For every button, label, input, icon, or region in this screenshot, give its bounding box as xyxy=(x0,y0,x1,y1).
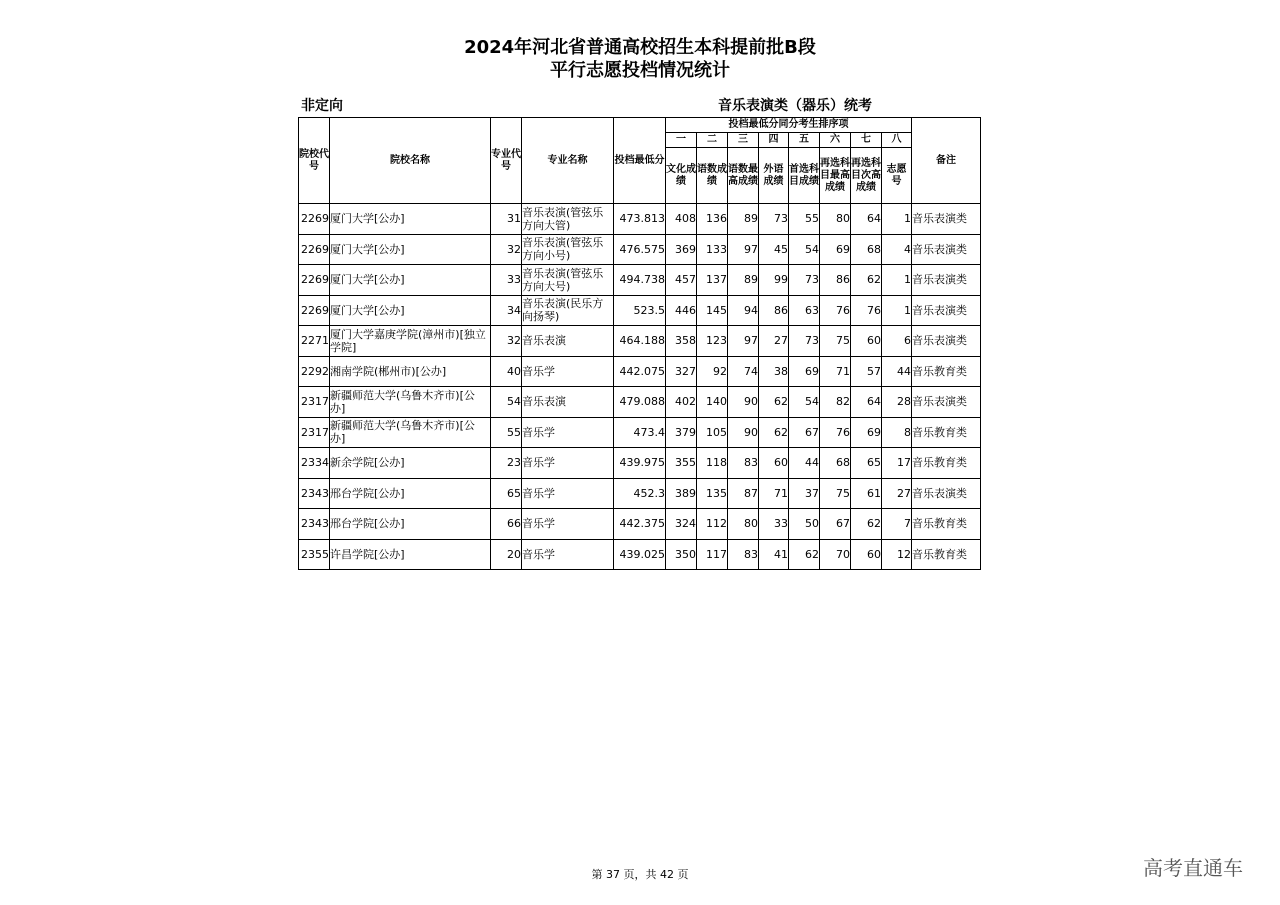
cell-major-name: 音乐表演(民乐方向扬琴) xyxy=(522,295,614,326)
table-row xyxy=(299,234,981,265)
cell-school-code: 2269 xyxy=(299,295,330,326)
table-row xyxy=(299,295,981,326)
cell-foreign-language-score: 60 xyxy=(759,448,789,479)
header-rank: 七 xyxy=(851,133,882,148)
cell-second-subject-second: 57 xyxy=(851,356,882,387)
cell-min-score: 473.813 xyxy=(614,204,666,235)
document-subtitle: 平行志愿投档情况统计 xyxy=(550,60,730,81)
cell-second-subject-second: 64 xyxy=(851,387,882,418)
cell-foreign-language-score: 27 xyxy=(759,326,789,357)
cell-major-code: 33 xyxy=(491,265,522,296)
cell-culture-score: 379 xyxy=(666,417,697,448)
header-tie-item: 语数成绩 xyxy=(697,148,728,204)
cell-culture-score: 389 xyxy=(666,478,697,509)
cell-foreign-language-score: 33 xyxy=(759,509,789,540)
cell-major-name: 音乐学 xyxy=(522,509,614,540)
header-tie-item: 文化成绩 xyxy=(666,148,697,204)
cell-preference-number: 27 xyxy=(882,478,912,509)
cell-major-code: 55 xyxy=(491,417,522,448)
cell-second-subject-max: 75 xyxy=(820,326,851,357)
cell-school-code: 2334 xyxy=(299,448,330,479)
cell-second-subject-second: 65 xyxy=(851,448,882,479)
cell-major-name: 音乐学 xyxy=(522,448,614,479)
cell-school-code: 2292 xyxy=(299,356,330,387)
cell-culture-score: 402 xyxy=(666,387,697,418)
cell-preference-number: 12 xyxy=(882,539,912,570)
cell-chinese-math-max: 97 xyxy=(728,234,759,265)
cell-chinese-math-score: 136 xyxy=(697,204,728,235)
cell-foreign-language-score: 86 xyxy=(759,295,789,326)
cell-major-code: 32 xyxy=(491,326,522,357)
cell-culture-score: 350 xyxy=(666,539,697,570)
cell-remark: 音乐教育类 xyxy=(912,509,981,540)
cell-chinese-math-max: 94 xyxy=(728,295,759,326)
cell-school-name: 新疆师范大学(乌鲁木齐市)[公办] xyxy=(330,387,491,418)
cell-chinese-math-max: 87 xyxy=(728,478,759,509)
header-tie-item: 语数最高成绩 xyxy=(728,148,759,204)
cell-foreign-language-score: 73 xyxy=(759,204,789,235)
cell-min-score: 473.4 xyxy=(614,417,666,448)
cell-chinese-math-score: 137 xyxy=(697,265,728,296)
cell-major-code: 34 xyxy=(491,295,522,326)
cell-min-score: 452.3 xyxy=(614,478,666,509)
cell-major-name: 音乐学 xyxy=(522,478,614,509)
header-rank: 二 xyxy=(697,133,728,148)
cell-culture-score: 408 xyxy=(666,204,697,235)
cell-chinese-math-max: 97 xyxy=(728,326,759,357)
cell-school-code: 2269 xyxy=(299,265,330,296)
cell-remark: 音乐表演类 xyxy=(912,234,981,265)
cell-second-subject-second: 62 xyxy=(851,509,882,540)
cell-preference-number: 6 xyxy=(882,326,912,357)
admission-table xyxy=(298,117,981,570)
header-major-name: 专业名称 xyxy=(522,118,614,204)
cell-second-subject-second: 60 xyxy=(851,539,882,570)
cell-major-name: 音乐学 xyxy=(522,539,614,570)
cell-major-code: 31 xyxy=(491,204,522,235)
table-row xyxy=(299,356,981,387)
header-rank: 四 xyxy=(759,133,789,148)
cell-first-subject-score: 62 xyxy=(789,539,820,570)
cell-first-subject-score: 50 xyxy=(789,509,820,540)
cell-culture-score: 355 xyxy=(666,448,697,479)
header-rank: 六 xyxy=(820,133,851,148)
cell-preference-number: 1 xyxy=(882,204,912,235)
cell-school-name: 新余学院[公办] xyxy=(330,448,491,479)
table-row xyxy=(299,448,981,479)
cell-first-subject-score: 54 xyxy=(789,234,820,265)
cell-preference-number: 8 xyxy=(882,417,912,448)
cell-min-score: 439.975 xyxy=(614,448,666,479)
cell-school-name: 邢台学院[公办] xyxy=(330,478,491,509)
cell-second-subject-max: 80 xyxy=(820,204,851,235)
cell-chinese-math-score: 117 xyxy=(697,539,728,570)
cell-culture-score: 358 xyxy=(666,326,697,357)
cell-second-subject-max: 69 xyxy=(820,234,851,265)
category-label: 非定向 xyxy=(301,98,343,114)
table-row xyxy=(299,539,981,570)
cell-remark: 音乐教育类 xyxy=(912,356,981,387)
cell-culture-score: 457 xyxy=(666,265,697,296)
cell-school-name: 新疆师范大学(乌鲁木齐市)[公办] xyxy=(330,417,491,448)
cell-preference-number: 1 xyxy=(882,265,912,296)
cell-second-subject-max: 67 xyxy=(820,509,851,540)
cell-school-name: 许昌学院[公办] xyxy=(330,539,491,570)
cell-second-subject-second: 60 xyxy=(851,326,882,357)
cell-school-name: 厦门大学[公办] xyxy=(330,295,491,326)
cell-remark: 音乐表演类 xyxy=(912,204,981,235)
cell-school-code: 2317 xyxy=(299,417,330,448)
cell-school-name: 邢台学院[公办] xyxy=(330,509,491,540)
cell-major-code: 54 xyxy=(491,387,522,418)
cell-second-subject-second: 62 xyxy=(851,265,882,296)
cell-foreign-language-score: 45 xyxy=(759,234,789,265)
cell-foreign-language-score: 38 xyxy=(759,356,789,387)
cell-chinese-math-max: 74 xyxy=(728,356,759,387)
header-school-name: 院校名称 xyxy=(330,118,491,204)
page-footer: 第 37 页，共 42 页 xyxy=(591,868,689,881)
cell-second-subject-max: 68 xyxy=(820,448,851,479)
cell-min-score: 476.575 xyxy=(614,234,666,265)
header-rank: 五 xyxy=(789,133,820,148)
cell-school-name: 厦门大学嘉庚学院(漳州市)[独立学院] xyxy=(330,326,491,357)
cell-second-subject-max: 82 xyxy=(820,387,851,418)
cell-major-name: 音乐学 xyxy=(522,356,614,387)
cell-chinese-math-score: 112 xyxy=(697,509,728,540)
cell-chinese-math-max: 90 xyxy=(728,387,759,418)
cell-chinese-math-score: 135 xyxy=(697,478,728,509)
cell-min-score: 494.738 xyxy=(614,265,666,296)
cell-remark: 音乐教育类 xyxy=(912,448,981,479)
cell-preference-number: 1 xyxy=(882,295,912,326)
cell-second-subject-max: 70 xyxy=(820,539,851,570)
cell-second-subject-second: 69 xyxy=(851,417,882,448)
table-row xyxy=(299,204,981,235)
cell-remark: 音乐表演类 xyxy=(912,478,981,509)
cell-second-subject-second: 76 xyxy=(851,295,882,326)
cell-major-code: 32 xyxy=(491,234,522,265)
cell-school-code: 2355 xyxy=(299,539,330,570)
header-remark: 备注 xyxy=(912,118,981,204)
cell-chinese-math-score: 118 xyxy=(697,448,728,479)
cell-min-score: 479.088 xyxy=(614,387,666,418)
cell-culture-score: 324 xyxy=(666,509,697,540)
cell-remark: 音乐表演类 xyxy=(912,387,981,418)
cell-culture-score: 369 xyxy=(666,234,697,265)
table-row xyxy=(299,509,981,540)
cell-school-name: 湘南学院(郴州市)[公办] xyxy=(330,356,491,387)
cell-second-subject-max: 76 xyxy=(820,417,851,448)
cell-remark: 音乐表演类 xyxy=(912,326,981,357)
cell-preference-number: 44 xyxy=(882,356,912,387)
cell-school-name: 厦门大学[公办] xyxy=(330,265,491,296)
header-tie-item: 再选科目最高成绩 xyxy=(820,148,851,204)
cell-school-code: 2317 xyxy=(299,387,330,418)
cell-second-subject-max: 75 xyxy=(820,478,851,509)
cell-first-subject-score: 63 xyxy=(789,295,820,326)
cell-major-code: 65 xyxy=(491,478,522,509)
cell-culture-score: 446 xyxy=(666,295,697,326)
watermark-text: 高考直通车 xyxy=(1143,856,1243,880)
cell-chinese-math-score: 105 xyxy=(697,417,728,448)
cell-major-name: 音乐表演(管弦乐方向大管) xyxy=(522,204,614,235)
cell-school-code: 2271 xyxy=(299,326,330,357)
cell-chinese-math-max: 80 xyxy=(728,509,759,540)
header-min-score: 投档最低分 xyxy=(614,118,666,204)
header-tie-item: 再选科目次高成绩 xyxy=(851,148,882,204)
cell-foreign-language-score: 71 xyxy=(759,478,789,509)
cell-major-code: 40 xyxy=(491,356,522,387)
header-rank: 一 xyxy=(666,133,697,148)
cell-second-subject-max: 76 xyxy=(820,295,851,326)
cell-first-subject-score: 55 xyxy=(789,204,820,235)
cell-chinese-math-score: 92 xyxy=(697,356,728,387)
cell-first-subject-score: 73 xyxy=(789,326,820,357)
header-tie-item: 首选科目成绩 xyxy=(789,148,820,204)
cell-second-subject-second: 64 xyxy=(851,204,882,235)
cell-first-subject-score: 69 xyxy=(789,356,820,387)
cell-foreign-language-score: 41 xyxy=(759,539,789,570)
cell-school-code: 2269 xyxy=(299,234,330,265)
cell-culture-score: 327 xyxy=(666,356,697,387)
cell-min-score: 442.075 xyxy=(614,356,666,387)
cell-first-subject-score: 54 xyxy=(789,387,820,418)
header-rank: 八 xyxy=(882,133,912,148)
subject-label: 音乐表演类（器乐）统考 xyxy=(718,98,872,114)
cell-major-name: 音乐表演 xyxy=(522,326,614,357)
cell-chinese-math-score: 140 xyxy=(697,387,728,418)
header-tie-item: 外语成绩 xyxy=(759,148,789,204)
table-row xyxy=(299,387,981,418)
cell-first-subject-score: 67 xyxy=(789,417,820,448)
cell-major-name: 音乐学 xyxy=(522,417,614,448)
header-rank: 三 xyxy=(728,133,759,148)
cell-remark: 音乐教育类 xyxy=(912,417,981,448)
cell-chinese-math-max: 83 xyxy=(728,539,759,570)
cell-major-name: 音乐表演 xyxy=(522,387,614,418)
cell-chinese-math-score: 133 xyxy=(697,234,728,265)
cell-second-subject-max: 71 xyxy=(820,356,851,387)
header-tie-item: 志愿号 xyxy=(882,148,912,204)
table-row xyxy=(299,417,981,448)
cell-school-code: 2343 xyxy=(299,478,330,509)
cell-school-code: 2343 xyxy=(299,509,330,540)
cell-chinese-math-max: 89 xyxy=(728,265,759,296)
cell-min-score: 442.375 xyxy=(614,509,666,540)
cell-second-subject-second: 61 xyxy=(851,478,882,509)
table-row xyxy=(299,478,981,509)
header-major-code: 专业代号 xyxy=(491,118,522,204)
cell-chinese-math-score: 123 xyxy=(697,326,728,357)
cell-second-subject-max: 86 xyxy=(820,265,851,296)
cell-first-subject-score: 44 xyxy=(789,448,820,479)
cell-major-name: 音乐表演(管弦乐方向大号) xyxy=(522,265,614,296)
cell-first-subject-score: 37 xyxy=(789,478,820,509)
cell-first-subject-score: 73 xyxy=(789,265,820,296)
cell-chinese-math-max: 90 xyxy=(728,417,759,448)
cell-chinese-math-max: 83 xyxy=(728,448,759,479)
cell-second-subject-second: 68 xyxy=(851,234,882,265)
cell-remark: 音乐表演类 xyxy=(912,295,981,326)
cell-min-score: 464.188 xyxy=(614,326,666,357)
cell-chinese-math-max: 89 xyxy=(728,204,759,235)
header-school-code: 院校代号 xyxy=(299,118,330,204)
cell-foreign-language-score: 62 xyxy=(759,417,789,448)
cell-preference-number: 7 xyxy=(882,509,912,540)
table-row xyxy=(299,326,981,357)
cell-min-score: 439.025 xyxy=(614,539,666,570)
header-tie-group: 投档最低分同分考生排序项 xyxy=(666,118,912,133)
cell-remark: 音乐教育类 xyxy=(912,539,981,570)
cell-school-code: 2269 xyxy=(299,204,330,235)
cell-school-name: 厦门大学[公办] xyxy=(330,204,491,235)
cell-major-name: 音乐表演(管弦乐方向小号) xyxy=(522,234,614,265)
cell-major-code: 66 xyxy=(491,509,522,540)
table-row xyxy=(299,265,981,296)
cell-major-code: 23 xyxy=(491,448,522,479)
cell-min-score: 523.5 xyxy=(614,295,666,326)
cell-foreign-language-score: 62 xyxy=(759,387,789,418)
cell-major-code: 20 xyxy=(491,539,522,570)
cell-preference-number: 28 xyxy=(882,387,912,418)
cell-school-name: 厦门大学[公办] xyxy=(330,234,491,265)
cell-foreign-language-score: 99 xyxy=(759,265,789,296)
table-body xyxy=(299,204,981,570)
document-title: 2024年河北省普通高校招生本科提前批B段 xyxy=(464,37,816,58)
cell-chinese-math-score: 145 xyxy=(697,295,728,326)
cell-preference-number: 4 xyxy=(882,234,912,265)
cell-preference-number: 17 xyxy=(882,448,912,479)
cell-remark: 音乐表演类 xyxy=(912,265,981,296)
